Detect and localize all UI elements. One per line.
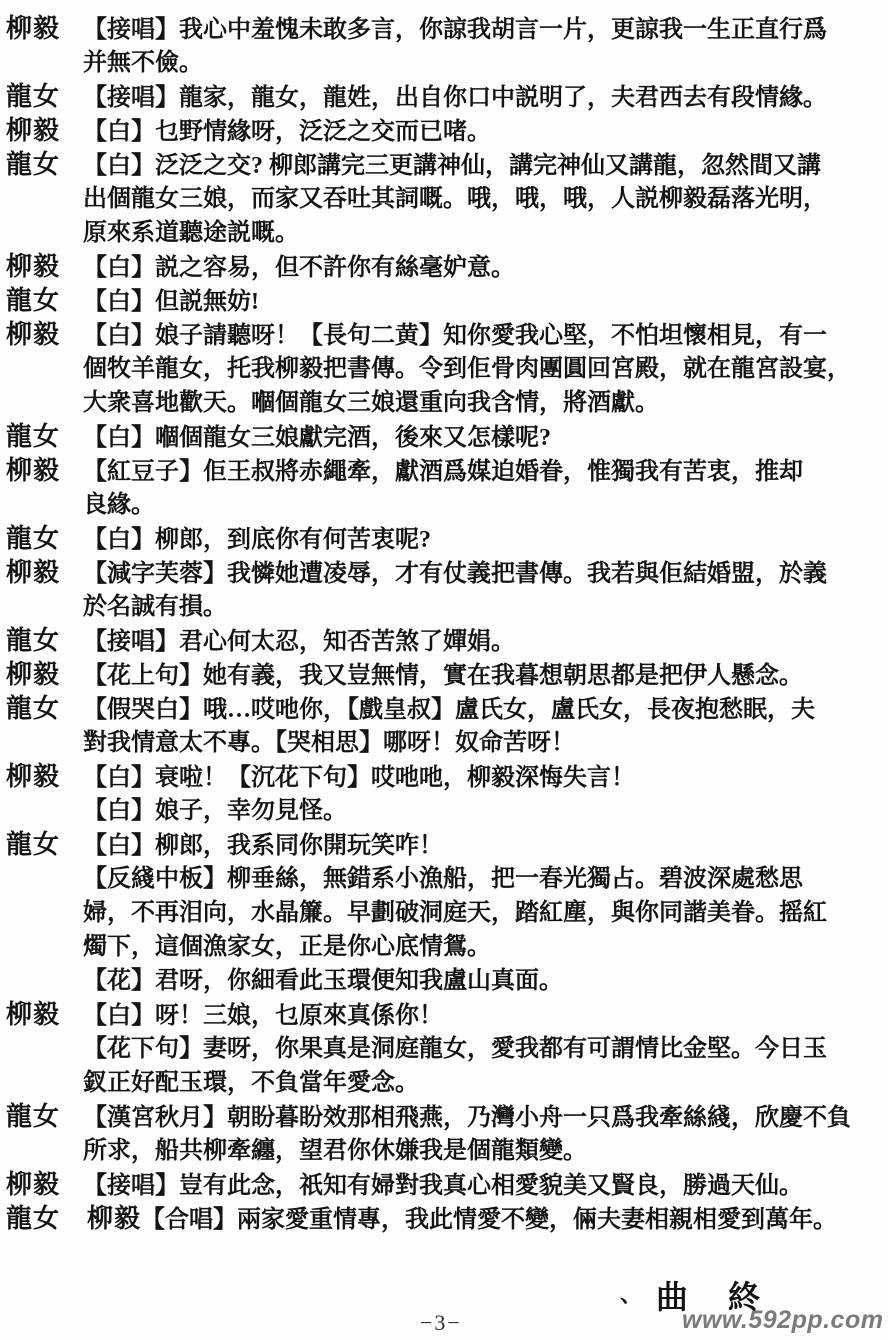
dialogue-text: 【白】嗰個龍女三娘獻完酒，後來又怎樣呢? bbox=[83, 425, 551, 451]
script-line bbox=[6, 386, 886, 420]
script-line bbox=[6, 216, 886, 250]
dialogue-text: 【接唱】龍家，龍女，龍姓，出自你口中説明了，夫君西去有段情緣。 bbox=[83, 85, 827, 111]
dialogue-text: 對我情意太不專。【哭相思】哪呀！奴命苦呀！ bbox=[83, 730, 575, 756]
speaker-label: 柳毅 bbox=[6, 1170, 61, 1199]
dialogue-text: 原來系道聽途説嘅。 bbox=[83, 220, 299, 246]
speaker-label: 柳毅 bbox=[6, 14, 61, 43]
dialogue-text: 【接唱】君心何太忍，知否苦煞了嬋娟。 bbox=[83, 629, 515, 655]
script-line bbox=[6, 862, 886, 896]
dialogue-text: 【合唱】兩家愛重情專，我此情愛不變，倆夫妻相親相愛到萬年。 bbox=[141, 1207, 838, 1233]
script-line bbox=[6, 998, 886, 1032]
script-line bbox=[6, 148, 886, 182]
script-line bbox=[6, 522, 886, 556]
script-line bbox=[6, 1100, 886, 1134]
dialogue-text: 【花上句】她有義，我又豈無情，實在我暮想朝思都是把伊人懸念。 bbox=[83, 663, 803, 689]
dialogue-text: 良緣。 bbox=[83, 492, 155, 518]
dialogue-text: 燭下，這個漁家女，正是你心底情鴛。 bbox=[83, 934, 491, 960]
dialogue-text: 釵正好配玉環，不負當年愛念。 bbox=[83, 1070, 419, 1096]
end-mark-dash: 、 bbox=[620, 1282, 643, 1307]
speaker-label: 龍女 bbox=[6, 150, 61, 179]
speaker-label: 柳毅 bbox=[6, 252, 61, 281]
dialogue-text: 於名誠有損。 bbox=[83, 594, 227, 620]
script-line bbox=[6, 250, 886, 284]
script-line bbox=[6, 624, 886, 658]
script-line bbox=[6, 352, 886, 386]
speaker-label: 柳毅 bbox=[6, 558, 61, 587]
script-line bbox=[6, 1066, 886, 1100]
script-line bbox=[6, 726, 886, 760]
speaker-label: 龍女 bbox=[6, 286, 61, 315]
script-line bbox=[6, 284, 886, 318]
dialogue-text: 并無不儉。 bbox=[83, 50, 203, 76]
script-line bbox=[6, 658, 886, 692]
script-line bbox=[6, 760, 886, 794]
end-mark-text: 曲 終 bbox=[656, 1279, 777, 1315]
speaker-label: 龍女 柳毅 bbox=[6, 1204, 142, 1233]
script-line bbox=[6, 1134, 886, 1168]
script-line bbox=[6, 1202, 886, 1236]
speaker-label: 柳毅 bbox=[6, 1000, 61, 1029]
dialogue-text: 個牧羊龍女，托我柳毅把書傳。令到佢骨肉團圓回宮殿，就在龍宮設宴， bbox=[83, 356, 851, 382]
speaker-label: 龍女 bbox=[6, 830, 61, 859]
speaker-label: 柳毅 bbox=[6, 660, 61, 689]
page-number: −3− bbox=[420, 1310, 462, 1335]
dialogue-text: 【反綫中板】柳垂絲，無錯系小漁船，把一春光獨占。碧波深處愁思 bbox=[83, 866, 803, 892]
speaker-label: 龍女 bbox=[6, 82, 61, 111]
dialogue-text: 【白】説之容易，但不許你有絲毫妒意。 bbox=[83, 255, 515, 281]
speaker-label: 柳毅 bbox=[6, 320, 61, 349]
dialogue-text: 【漢宮秋月】朝盼暮盼效那相飛燕，乃灣小舟一只爲我牽絲綫，欣慶不負 bbox=[83, 1105, 851, 1131]
dialogue-text: 【花下句】妻呀，你果真是洞庭龍女，愛我都有可謂情比金堅。今日玉 bbox=[83, 1036, 827, 1062]
script-line bbox=[6, 488, 886, 522]
script-line bbox=[6, 692, 886, 726]
script-line bbox=[6, 556, 886, 590]
script-line bbox=[6, 896, 886, 930]
script-line bbox=[6, 930, 886, 964]
dialogue-text: 【減字芙蓉】我憐她遭凌辱，才有仗義把書傳。我若與佢結婚盟，於義 bbox=[83, 561, 827, 587]
dialogue-text: 【接唱】我心中羞愧未敢多言，你諒我胡言一片，更諒我一生正直行爲 bbox=[83, 17, 827, 43]
speaker-label: 龍女 bbox=[6, 626, 61, 655]
dialogue-text: 【白】衰啦！【沉花下句】哎吔吔，柳毅深悔失言！ bbox=[83, 765, 635, 791]
dialogue-text: 【白】乜野情緣呀，泛泛之交而已啫。 bbox=[83, 119, 491, 145]
dialogue-text: 【白】泛泛之交? 柳郎講完三更講神仙，講完神仙又講龍，忽然間又講 bbox=[83, 153, 821, 179]
script-line bbox=[6, 46, 886, 80]
script-body bbox=[6, 12, 886, 1236]
dialogue-text: 【白】娘子，幸勿見怪。 bbox=[83, 798, 347, 824]
dialogue-text: 【白】柳郎，到底你有何苦衷呢? bbox=[83, 527, 431, 553]
speaker-label: 龍女 bbox=[6, 422, 61, 451]
script-line bbox=[6, 114, 886, 148]
dialogue-text: 所求，船共柳牽纏，望君你休嫌我是個龍類變。 bbox=[83, 1138, 587, 1164]
script-line bbox=[6, 1032, 886, 1066]
speaker-label: 龍女 bbox=[6, 1102, 61, 1131]
dialogue-text: 【假哭白】哦…哎吔你，【戲皇叔】盧氏女，盧氏女，長夜抱愁眠，夫 bbox=[83, 697, 815, 723]
watermark-text: www.592pp.com bbox=[682, 1306, 884, 1334]
script-line bbox=[6, 454, 886, 488]
speaker-label: 柳毅 bbox=[6, 762, 61, 791]
dialogue-text: 婦，不再泪向，水晶簾。早劃破洞庭天，踏紅塵，與你同諧美眷。摇紅 bbox=[83, 900, 827, 926]
script-line bbox=[6, 318, 886, 352]
script-line bbox=[6, 590, 886, 624]
script-line bbox=[6, 964, 886, 998]
dialogue-text: 【紅豆子】佢王叔將赤繩牽，獻酒爲媒迫婚眷，惟獨我有苦衷，推却 bbox=[83, 459, 803, 485]
speaker-label: 柳毅 bbox=[6, 116, 61, 145]
script-line bbox=[6, 182, 886, 216]
dialogue-text: 出個龍女三娘，而家又吞吐其詞嘅。哦，哦，哦，人説柳毅磊落光明， bbox=[83, 186, 827, 212]
dialogue-text: 大衆喜地歡天。嗰個龍女三娘還重向我含情，將酒獻。 bbox=[83, 390, 659, 416]
dialogue-text: 【接唱】豈有此念，祇知有婦對我真心相愛貌美又賢良，勝過天仙。 bbox=[83, 1173, 803, 1199]
speaker-label: 龍女 bbox=[6, 694, 61, 723]
script-line bbox=[6, 1168, 886, 1202]
script-line bbox=[6, 420, 886, 454]
script-line bbox=[6, 828, 886, 862]
speaker-label: 柳毅 bbox=[6, 456, 61, 485]
speaker-label: 龍女 bbox=[6, 524, 61, 553]
script-line bbox=[6, 794, 886, 828]
script-line bbox=[6, 12, 886, 46]
dialogue-text: 【花】君呀，你細看此玉環便知我盧山真面。 bbox=[83, 968, 563, 994]
dialogue-text: 【白】呀！三娘，乜原來真係你！ bbox=[83, 1003, 443, 1029]
dialogue-text: 【白】娘子請聽呀！【長句二黄】知你愛我心堅，不怕坦懷相見，有一 bbox=[83, 323, 827, 349]
script-line bbox=[6, 80, 886, 114]
dialogue-text: 【白】但説無妨! bbox=[83, 289, 259, 315]
dialogue-text: 【白】柳郎，我系同你開玩笑咋！ bbox=[83, 833, 443, 859]
